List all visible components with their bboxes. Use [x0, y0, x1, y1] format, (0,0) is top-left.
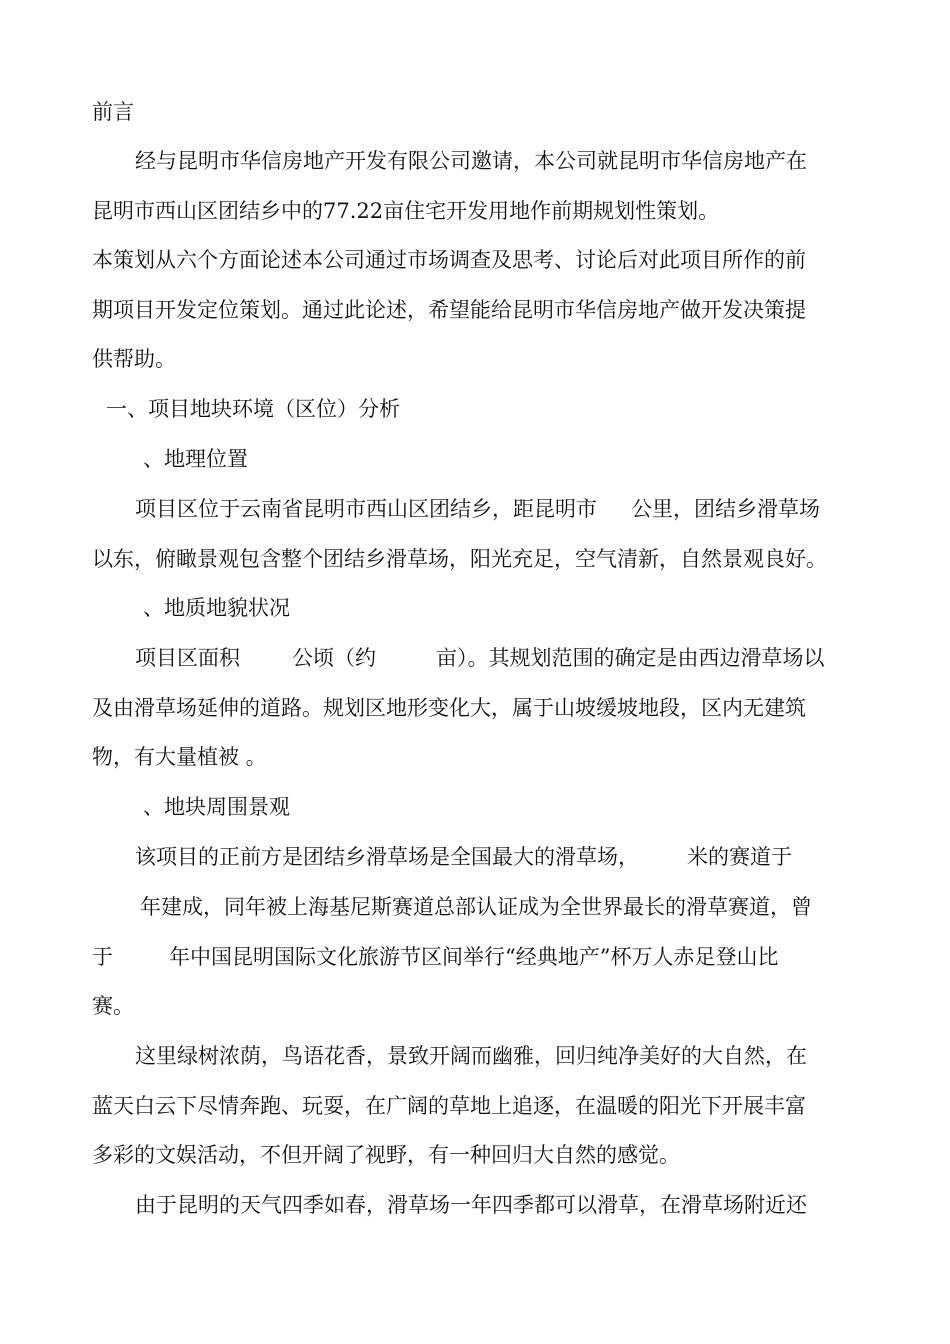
landscape-p1-line-3 — [92, 942, 778, 972]
landscape-p2-line-1: 这里绿树浓荫，鸟语花香，景致开阔而幽雅，回归纯净美好的大自然，在 — [135, 1044, 807, 1068]
landscape-p1-line-1-part-b: 米的赛道于 — [687, 845, 792, 869]
geo-line-1 — [135, 494, 820, 524]
landscape-p1-line-2: 年建成，同年被上海基尼斯赛道总部认证成为全世界最长的滑草赛道，曾 — [140, 895, 812, 919]
subheading-geology: 、地质地貌状况 — [143, 596, 290, 620]
landscape-p1-line-1 — [135, 842, 792, 872]
intro-line-4: 期项目开发定位策划。通过此论述，希望能给昆明市华信房地产做开发决策提 — [92, 298, 806, 322]
landscape-p1-line-4: 赛。 — [92, 994, 134, 1018]
intro-line-2: 昆明市西山区团结乡中的77.22亩住宅开发用地作前期规划性策划。 — [92, 199, 720, 223]
landscape-p1-line-1-part-a: 该项目的正前方是团结乡滑草场是全国最大的滑草场， — [135, 845, 639, 869]
landscape-p2-line-2: 蓝天白云下尽情奔跑、玩耍，在广阔的草地上追逐，在温暖的阳光下开展丰富 — [92, 1094, 806, 1118]
intro-line-1: 经与昆明市华信房地产开发有限公司邀请，本公司就昆明市华信房地产在 — [135, 149, 807, 173]
doc-title: 前言 — [92, 100, 134, 124]
landscape-p2-line-3: 多彩的文娱活动，不但开阔了视野，有一种回归大自然的感觉。 — [92, 1143, 680, 1167]
intro-line-3: 本策划从六个方面论述本公司通过市场调查及思考、讨论后对此项目所作的前 — [92, 248, 806, 272]
geology-line-1 — [135, 643, 825, 673]
geology-line-1-part-a: 项目区面积 — [135, 646, 240, 670]
section-heading: 一、项目地块环境（区位）分析 — [106, 397, 400, 421]
intro-line-5: 供帮助。 — [92, 347, 176, 371]
geology-line-2: 及由滑草场延伸的道路。规划区地形变化大，属于山坡缓坡地段，区内无建筑 — [92, 696, 806, 720]
landscape-p1-line-3-part-b: 年中国昆明国际文化旅游节区间举行“经典地产”杯万人赤足登山比 — [169, 945, 779, 969]
geology-line-1-part-b: 公顷（约 — [292, 646, 376, 670]
landscape-p1-line-3-part-a: 于 — [92, 945, 113, 969]
geo-line-1-part-b: 公里，团结乡滑草场 — [631, 497, 820, 521]
subheading-geo: 、地理位置 — [143, 447, 248, 471]
subheading-landscape: 、地块周围景观 — [143, 795, 290, 819]
landscape-p3-line-1: 由于昆明的天气四季如春，滑草场一年四季都可以滑草，在滑草场附近还 — [135, 1193, 807, 1217]
geo-line-1-part-a: 项目区位于云南省昆明市西山区团结乡，距昆明市 — [135, 497, 597, 521]
geology-line-1-part-c: 亩）。其规划范围的确定是由西边滑草场以 — [436, 646, 825, 670]
geology-line-3: 物，有大量植被 。 — [92, 745, 267, 769]
geo-line-2: 以东，俯瞰景观包含整个团结乡滑草场，阳光充足，空气清新，自然景观良好。 — [92, 547, 827, 571]
